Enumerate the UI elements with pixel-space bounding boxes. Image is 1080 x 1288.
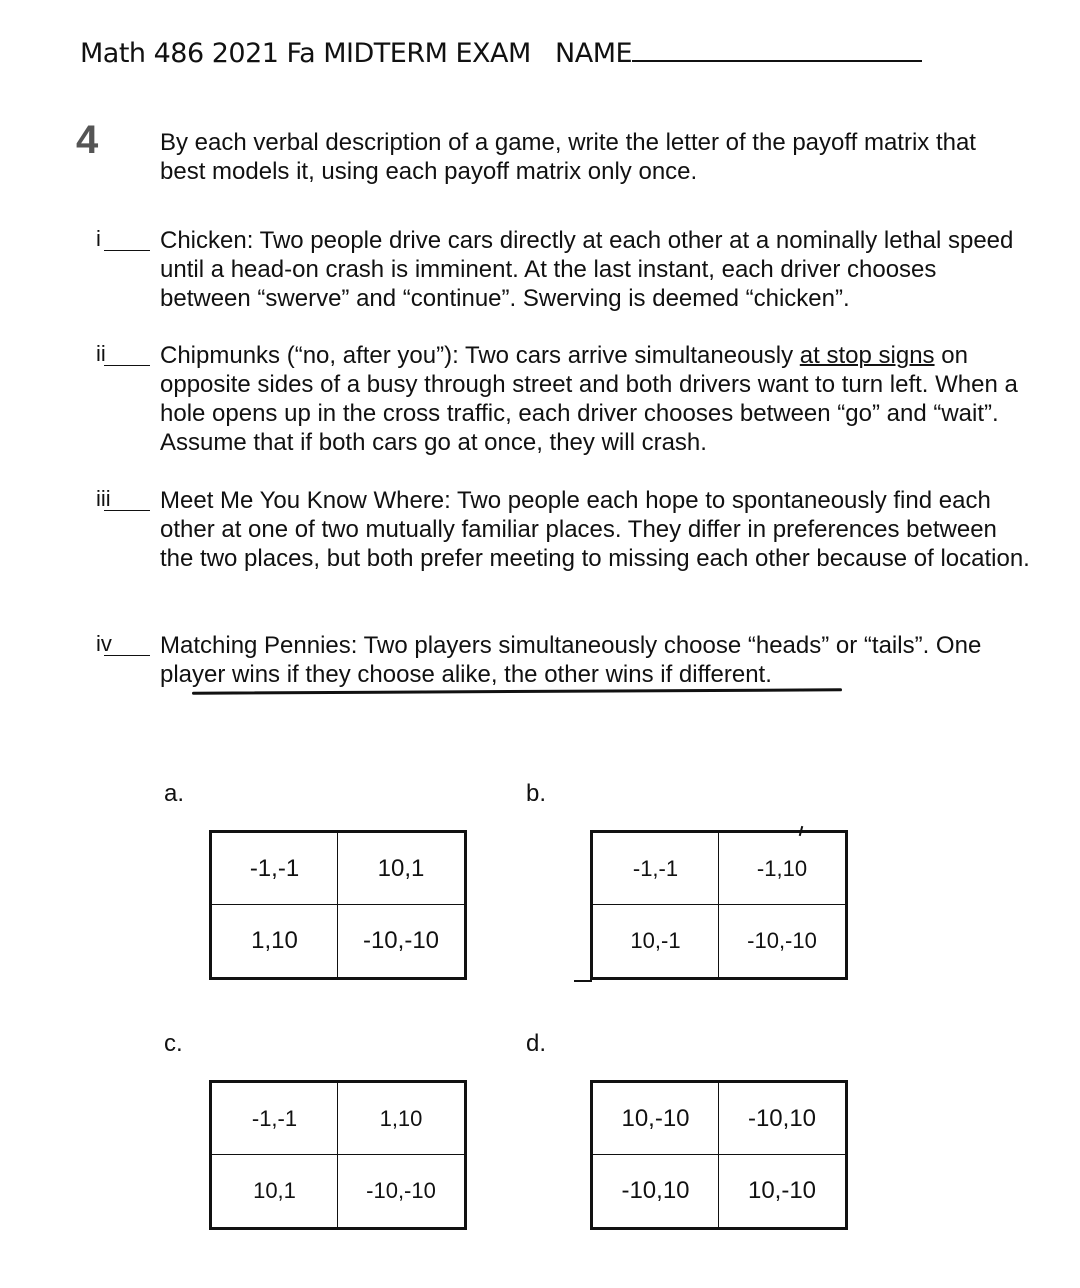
exam-title: Math 486 2021 Fa MIDTERM EXAM	[80, 38, 531, 69]
answer-blank[interactable]	[104, 655, 150, 656]
answer-blank[interactable]	[104, 365, 150, 366]
item-numeral: ii	[96, 341, 156, 367]
matrix-cell: -10,-10	[366, 1178, 436, 1203]
item-description: Chicken: Two people drive cars directly at each other at a nominally lethal speed until a head-on crash is imminent. At the last instant, each driver chooses between “swerve” and “continue”. Swerving is deemed “chicken”.	[160, 227, 1014, 312]
answer-blank[interactable]	[104, 510, 150, 511]
matrix-cell: 1,10	[212, 905, 338, 977]
matrix-cell: 10,-1	[593, 905, 719, 977]
matrix-cell: -10,-10	[362, 927, 440, 954]
question-number: 4	[76, 118, 99, 162]
item-description: Chipmunks (“no, after you”): Two cars arrive simultaneously at stop signs on opposite sides of a busy through street and both drivers want to turn left. When a hole opens up in the cross traffic, each driver chooses between “go” and “wait”. Assume that if both cars go at once, they will crash.	[160, 342, 1018, 456]
answer-blank[interactable]	[104, 250, 150, 251]
matrix-cell: -1,-1	[212, 833, 338, 905]
name-label: NAME	[555, 38, 633, 69]
matrix-cell: -10,10	[593, 1155, 719, 1227]
question-instructions: By each verbal description of a game, write the letter of the payoff matrix that best models it, using each payoff matrix only once.	[160, 129, 976, 185]
item-description: Meet Me You Know Where: Two people each hope to spontaneously find each other at one of two mutually familiar places. They differ in preferences between the two places, but both prefer meeting to missing each other because of location.	[160, 487, 1030, 572]
matrix-c-label: c.	[164, 1030, 183, 1057]
matrix-cell: 10,-10	[593, 1083, 719, 1155]
matrix-cell: 10,1	[212, 1155, 338, 1227]
item-numeral: iii	[96, 486, 156, 512]
exam-header	[80, 36, 922, 69]
matrix-cell: 10,1	[338, 833, 464, 905]
matrix-cell: -1,-1	[593, 833, 719, 905]
payoff-matrix-b	[590, 830, 848, 980]
matrix-cell: -10,10	[719, 1083, 845, 1155]
payoff-matrix-a	[209, 830, 467, 980]
matrix-cell: -10,-10	[747, 928, 817, 953]
matrix-cell: -1,10	[719, 833, 845, 905]
item-description: Matching Pennies: Two players simultaneously choose “heads” or “tails”. One player wins if they choose alike, the other wins if different.	[160, 632, 982, 688]
handwritten-underline: at stop signs	[799, 342, 935, 369]
handwritten-underline	[192, 688, 842, 694]
matrix-a-label: a.	[164, 780, 185, 807]
name-blank[interactable]	[632, 36, 922, 62]
matrix-d-label: d.	[526, 1030, 547, 1057]
item-numeral: i	[96, 226, 156, 252]
payoff-matrix-c	[209, 1080, 467, 1230]
item-numeral: iv	[96, 631, 156, 657]
payoff-matrix-d	[590, 1080, 848, 1230]
matrix-cell: 1,10	[338, 1083, 464, 1155]
pen-mark	[574, 980, 592, 982]
matrix-cell: -1,-1	[212, 1083, 338, 1155]
matrix-b-label: b.	[526, 780, 547, 807]
matrix-cell: 10,-10	[747, 1177, 817, 1204]
